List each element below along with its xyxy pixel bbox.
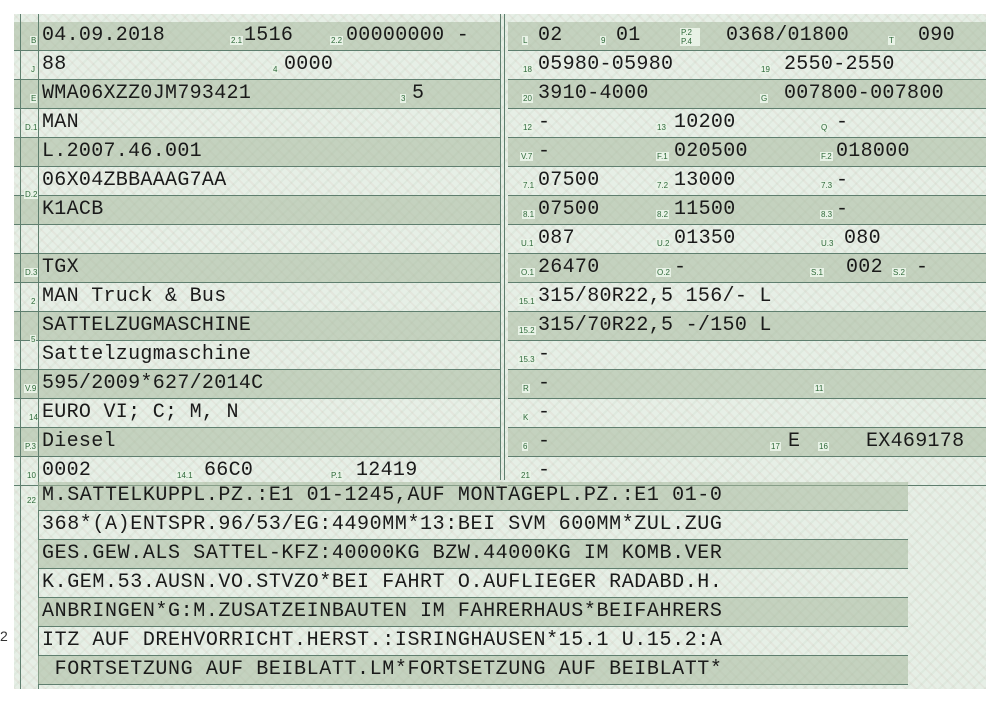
- field-6-value: -: [538, 430, 551, 453]
- field-code: V.9: [25, 384, 37, 393]
- field-q-value: -: [836, 111, 849, 134]
- field-code: 19: [761, 65, 770, 74]
- field-code: 3: [401, 94, 406, 103]
- power-rpm: 0368/01800: [726, 24, 850, 47]
- field-code: 6: [523, 442, 528, 451]
- remarks-line-2: 368*(A)ENTSPR.96/53/EG:4490MM*13:BEI SVM 600MM*ZUL.ZUG: [42, 513, 723, 536]
- vehicle-type-line-2: Sattelzugmaschine: [42, 343, 252, 366]
- type-approval-number: -: [538, 401, 551, 424]
- right-row-11: [508, 312, 986, 341]
- left-row-13: [14, 370, 500, 399]
- field-code: B: [31, 36, 37, 45]
- field-code: O.2: [657, 268, 670, 277]
- remarks-block: [14, 482, 986, 689]
- displacement: 12419: [356, 459, 418, 482]
- field-code: D.1: [25, 123, 38, 132]
- field-code: 2.1: [231, 36, 243, 45]
- fuel-type: Diesel: [42, 430, 116, 453]
- field-code: 8.1: [523, 210, 535, 219]
- left-row-15: [14, 428, 500, 457]
- emission-regulation: 595/2009*627/2014C: [42, 372, 264, 395]
- right-row-12: [508, 341, 986, 370]
- field-code: 13: [657, 123, 666, 132]
- field-code: S.1: [811, 268, 824, 277]
- field-code: 14.1: [177, 471, 193, 480]
- field-code: D.2: [25, 190, 38, 199]
- version-line: K1ACB: [42, 198, 104, 221]
- field-code: 8.3: [821, 210, 833, 219]
- right-row-1: [508, 22, 986, 51]
- field-code: P.3: [25, 442, 36, 451]
- right-row-2: [508, 51, 986, 80]
- field-code: 15.3: [519, 355, 535, 364]
- field-code: O.1: [521, 268, 534, 277]
- emission-key: 0002: [42, 459, 92, 482]
- noise-rpm: 01350: [674, 227, 736, 250]
- field-code: 7.1: [523, 181, 535, 190]
- noise-stationary: 087: [538, 227, 575, 250]
- field-code: J: [31, 65, 35, 74]
- emission-code: 66C0: [204, 459, 254, 482]
- axle-load-3: -: [836, 169, 849, 192]
- field-code: 2.2: [331, 36, 343, 45]
- column-divider: [504, 14, 505, 480]
- vin-check-digit: 5: [412, 82, 425, 105]
- driven-axles: 01: [616, 24, 641, 47]
- vin: WMA06XZZ0JM793421: [42, 82, 252, 105]
- registration-document: [14, 14, 986, 689]
- field-code: 9: [601, 36, 606, 45]
- column-divider: [500, 14, 501, 480]
- right-row-14: [508, 399, 986, 428]
- field-code: 22: [27, 496, 36, 505]
- field-code: U.1: [521, 239, 534, 248]
- first-registration-date: 04.09.2018: [42, 24, 166, 47]
- field-code: 12: [523, 123, 532, 132]
- field-code: 11: [815, 384, 824, 393]
- left-row-1: [14, 22, 500, 51]
- field-17-value: E: [788, 430, 801, 453]
- field-code: 21: [521, 471, 530, 480]
- right-row-15: [508, 428, 986, 457]
- axle-load-permitted-1: 07500: [538, 198, 600, 221]
- right-row-3: [508, 80, 986, 109]
- left-row-7: [14, 190, 500, 225]
- field-code: V.7: [521, 152, 533, 161]
- field-code: R: [523, 384, 529, 393]
- left-row-14: [14, 399, 500, 428]
- field-code: P.2 P.4: [680, 28, 700, 46]
- vehicle-type-line-1: SATTELZUGMASCHINE: [42, 314, 252, 337]
- manufacturer-name: MAN Truck & Bus: [42, 285, 227, 308]
- axle-load-permitted-2: 11500: [674, 198, 736, 221]
- field-code: 8.2: [657, 210, 669, 219]
- field-code: 15.1: [519, 297, 535, 306]
- colour: -: [538, 372, 551, 395]
- left-row-11: [14, 312, 500, 341]
- make: MAN: [42, 111, 79, 134]
- axle-load-permitted-3: -: [836, 198, 849, 221]
- field-code: 16: [819, 442, 828, 451]
- field-code: 7.2: [657, 181, 669, 190]
- remarks-line-4: K.GEM.53.AUSN.VO.STVZO*BEI FAHRT O.AUFLIEGER RADABD.H.: [42, 571, 723, 594]
- field-code: S.2: [893, 268, 906, 277]
- left-row-12: [14, 335, 500, 370]
- field-code: G: [761, 94, 768, 103]
- field-12-value: -: [538, 111, 551, 134]
- axle-load-1: 07500: [538, 169, 600, 192]
- trailer-load-unbraked: -: [674, 256, 687, 279]
- standing-places: -: [916, 256, 929, 279]
- right-row-9: [508, 254, 986, 283]
- field-code: U.2: [657, 239, 670, 248]
- field-code: U.3: [821, 239, 834, 248]
- seats: 002: [846, 256, 883, 279]
- left-row-6: [14, 167, 500, 196]
- variant-line: 06X04ZBBAAAG7AA: [42, 169, 227, 192]
- field-code: Q: [821, 123, 828, 132]
- field-code: E: [31, 94, 37, 103]
- left-row-3: [14, 80, 500, 109]
- field-code: D.3: [25, 268, 38, 277]
- field-v7-value: -: [538, 140, 551, 163]
- max-mass-permitted: 018000: [836, 140, 910, 163]
- right-row-8: [508, 225, 986, 254]
- emission-class: EURO VI; C; M, N: [42, 401, 239, 424]
- field-code: L: [523, 36, 528, 45]
- remarks-line-1: M.SATTELKUPPL.PZ.:E1 01-1245,AUF MONTAGEPL.PZ.:E1 01-0: [42, 484, 723, 507]
- field-code: F.1: [657, 152, 668, 161]
- field-code: 14: [29, 413, 38, 422]
- max-speed: 090: [918, 24, 955, 47]
- left-row-8: [14, 225, 500, 254]
- left-row-2: [14, 51, 500, 80]
- left-row-4: [14, 109, 500, 138]
- registration-certificate-number: EX469178: [866, 430, 965, 453]
- remarks-line-6: ITZ AUF DREHVORRICHT.HERST.:ISRINGHAUSEN*15.1 U.15.2:A: [42, 629, 723, 652]
- field-code: 5: [31, 335, 36, 344]
- field-code: 15.2: [519, 326, 535, 335]
- axles-count: 02: [538, 24, 563, 47]
- left-row-9: [14, 254, 500, 283]
- length: 05980-05980: [538, 53, 674, 76]
- trailer-load-braked: 26470: [538, 256, 600, 279]
- type-key: 00000000 -: [346, 24, 470, 47]
- field-code: K: [523, 413, 529, 422]
- type-line-1: L.2007.46.001: [42, 140, 202, 163]
- field-code: 18: [523, 65, 532, 74]
- right-row-5: [508, 138, 986, 167]
- right-row-7: [508, 196, 986, 225]
- field-code: 17: [771, 442, 780, 451]
- left-row-10: [14, 283, 500, 312]
- field-code: 2: [31, 297, 36, 306]
- manufacturer-key: 1516: [244, 24, 294, 47]
- height: 3910-4000: [538, 82, 649, 105]
- right-row-13: [508, 370, 986, 399]
- right-row-10: [508, 283, 986, 312]
- width: 2550-2550: [784, 53, 895, 76]
- field-code: P.1: [331, 471, 342, 480]
- field-code: 20: [523, 94, 532, 103]
- remarks-line-5: ANBRINGEN*G:M.ZUSATZEINBAUTEN IM FAHRERHAUS*BEIFAHRERS: [42, 600, 723, 623]
- axle-load-2: 13000: [674, 169, 736, 192]
- field-code: T: [889, 36, 894, 45]
- field-code: 4: [273, 65, 278, 74]
- left-row-5: [14, 138, 500, 167]
- field-13-value: 10200: [674, 111, 736, 134]
- remarks-line-3: GES.GEW.ALS SATTEL-KFZ:40000KG BZW.44000KG IM KOMB.VER: [42, 542, 723, 565]
- tyres-axle-2: 315/70R22,5 -/150 L: [538, 314, 772, 337]
- field-code: 7.3: [821, 181, 833, 190]
- tyres-axle-3: -: [538, 343, 551, 366]
- empty-mass: 007800-007800: [784, 82, 944, 105]
- right-row-6: [508, 167, 986, 196]
- right-row-4: [508, 109, 986, 138]
- field-21-value: -: [538, 459, 551, 482]
- field-code: F.2: [821, 152, 832, 161]
- margin-mark: 2: [0, 628, 8, 644]
- body-code: 0000: [284, 53, 334, 76]
- field-code: 10: [27, 471, 36, 480]
- remarks-line-7: FORTSETZUNG AUF BEIBLATT.LM*FORTSETZUNG AUF BEIBLATT*: [42, 658, 723, 681]
- noise-driving: 080: [844, 227, 881, 250]
- tyres-axle-1: 315/80R22,5 156/- L: [538, 285, 772, 308]
- trade-name: TGX: [42, 256, 79, 279]
- max-mass-technical: 020500: [674, 140, 748, 163]
- vehicle-class-code: 88: [42, 53, 67, 76]
